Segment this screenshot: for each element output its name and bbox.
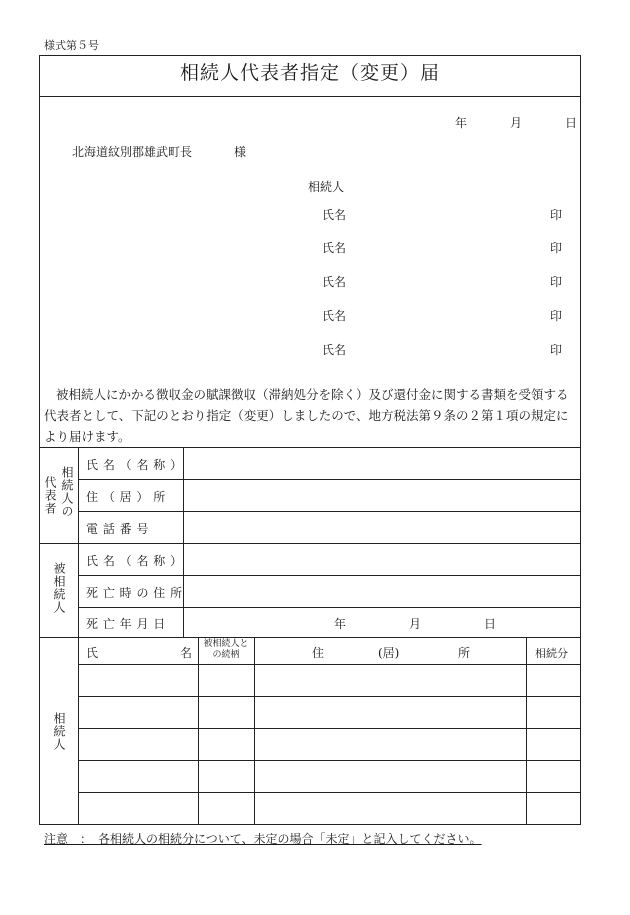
form-title: 相続人代表者指定（変更）届 bbox=[179, 62, 440, 84]
death-year: 年 bbox=[334, 617, 347, 631]
section-divider bbox=[39, 637, 581, 638]
row-divider bbox=[78, 792, 581, 793]
heir-row-address[interactable] bbox=[256, 667, 524, 693]
header-name-right: 名 bbox=[180, 646, 193, 660]
heir-row-relation[interactable] bbox=[200, 699, 252, 725]
row-divider bbox=[78, 728, 581, 729]
section-divider bbox=[39, 543, 581, 544]
row-divider bbox=[78, 696, 581, 697]
representative-label: 代表者 bbox=[43, 476, 57, 515]
heir-name-label: 氏名 bbox=[322, 309, 347, 323]
decedent-address-field[interactable] bbox=[186, 578, 578, 605]
rep-name-field[interactable] bbox=[186, 450, 578, 477]
heir-row-name[interactable] bbox=[80, 731, 195, 757]
heir-name-label: 氏名 bbox=[322, 241, 347, 255]
column-divider bbox=[254, 637, 255, 825]
row-divider bbox=[78, 760, 581, 761]
heir-row-share[interactable] bbox=[528, 667, 578, 693]
seal-mark: 印 bbox=[550, 208, 563, 222]
header-name-left: 氏 bbox=[86, 646, 99, 660]
column-divider bbox=[183, 447, 184, 637]
addressee-honorific: 様 bbox=[234, 145, 247, 159]
declaration-text: 被相続人にかかる徴収金の賦課徴収（滞納処分を除く）及び還付金に関する書類を受領する代表者として、下記のとおり指定（変更）しましたので、地方税法第９条の２第１項の規定により届けます。 bbox=[44, 387, 569, 444]
rep-address-label: 住 （ 居 ） 所 bbox=[86, 490, 166, 504]
header-relation: 被相続人との続柄 bbox=[203, 639, 249, 660]
seal-mark: 印 bbox=[550, 275, 563, 289]
heirs-table-label: 相続人 bbox=[52, 712, 66, 751]
heir-row-share[interactable] bbox=[528, 699, 578, 725]
header-address-2: (居) bbox=[378, 646, 400, 660]
header-share: 相続分 bbox=[535, 647, 568, 660]
date-year: 年 bbox=[455, 116, 468, 130]
section-divider bbox=[39, 447, 581, 448]
heir-row-relation[interactable] bbox=[200, 667, 252, 693]
death-month: 月 bbox=[409, 617, 422, 631]
heir-row-name[interactable] bbox=[80, 763, 195, 789]
decedent-label: 被相続人 bbox=[52, 562, 66, 614]
heir-row-share[interactable] bbox=[528, 763, 578, 789]
title-divider bbox=[39, 96, 581, 97]
date-month: 月 bbox=[510, 116, 523, 130]
addressee-name: 北海道紋別郡雄武町長 bbox=[72, 145, 193, 159]
row-divider bbox=[78, 607, 581, 608]
row-divider bbox=[78, 511, 581, 512]
heir-row-relation[interactable] bbox=[200, 731, 252, 757]
heir-name-label: 氏名 bbox=[322, 275, 347, 289]
row-divider bbox=[78, 575, 581, 576]
heir-row-address[interactable] bbox=[256, 795, 524, 821]
rep-name-label: 氏 名 （ 名 称 ） bbox=[86, 458, 183, 472]
decedent-address-label: 死 亡 時 の 住 所 bbox=[86, 586, 183, 600]
date-day: 日 bbox=[565, 116, 578, 130]
footnote: 注意 ： 各相続人の相続分について、未定の場合「未定」と記入してください。 bbox=[44, 832, 482, 846]
form-number: 様式第５号 bbox=[44, 39, 99, 52]
heir-row-name[interactable] bbox=[80, 699, 195, 725]
heir-row-address[interactable] bbox=[256, 699, 524, 725]
seal-mark: 印 bbox=[550, 343, 563, 357]
heir-name-label: 氏名 bbox=[322, 208, 347, 222]
header-address-3: 所 bbox=[458, 646, 471, 660]
heir-name-label: 氏名 bbox=[322, 343, 347, 357]
column-divider bbox=[78, 447, 79, 825]
decedent-name-label: 氏 名 （ 名 称 ） bbox=[86, 554, 183, 568]
representative-sub-label: 相続人の bbox=[60, 466, 74, 518]
heir-row-address[interactable] bbox=[256, 763, 524, 789]
rep-address-field[interactable] bbox=[186, 482, 578, 509]
rep-phone-label: 電 話 番 号 bbox=[86, 522, 149, 536]
heir-row-name[interactable] bbox=[80, 795, 195, 821]
heir-row-share[interactable] bbox=[528, 731, 578, 757]
death-day: 日 bbox=[484, 617, 497, 631]
heir-row-address[interactable] bbox=[256, 731, 524, 757]
rep-phone-field[interactable] bbox=[186, 514, 578, 541]
seal-mark: 印 bbox=[550, 241, 563, 255]
heirs-heading: 相続人 bbox=[308, 180, 345, 194]
column-divider bbox=[526, 637, 527, 825]
column-divider bbox=[198, 637, 199, 825]
decedent-name-field[interactable] bbox=[186, 546, 578, 573]
heir-row-relation[interactable] bbox=[200, 763, 252, 789]
row-divider bbox=[78, 664, 581, 665]
seal-mark: 印 bbox=[550, 309, 563, 323]
header-address-1: 住 bbox=[312, 646, 325, 660]
heir-row-relation[interactable] bbox=[200, 795, 252, 821]
decedent-death-date-label: 死 亡 年 月 日 bbox=[86, 617, 166, 631]
row-divider bbox=[78, 479, 581, 480]
heir-row-name[interactable] bbox=[80, 667, 195, 693]
heir-row-share[interactable] bbox=[528, 795, 578, 821]
